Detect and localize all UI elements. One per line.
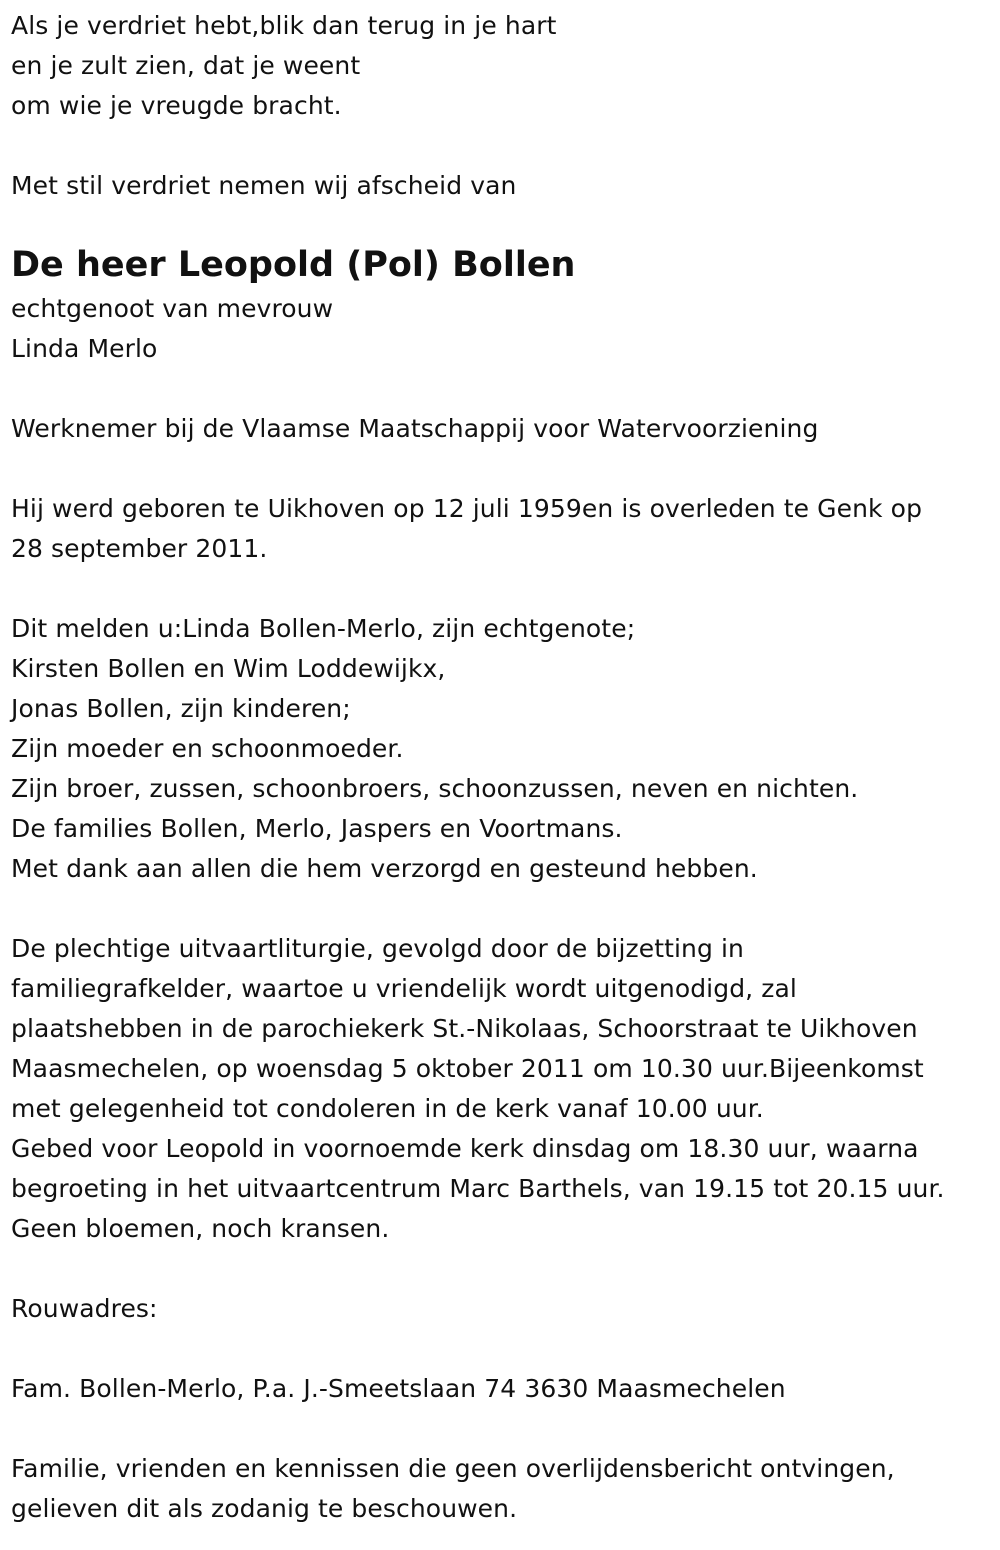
closing-line: gelieven dit als zodanig te beschouwen. bbox=[11, 1494, 518, 1523]
family-line: Zijn moeder en schoonmoeder. bbox=[11, 734, 404, 763]
funeral-line: familiegrafkelder, waartoe u vriendelijk wordt uitgenodigd, zal bbox=[11, 974, 797, 1003]
spouse-line: echtgenoot van mevrouw bbox=[11, 294, 334, 323]
funeral-line: De plechtige uitvaartliturgie, gevolgd door de bijzetting in bbox=[11, 934, 745, 963]
family-line: Jonas Bollen, zijn kinderen; bbox=[11, 694, 351, 723]
family-line: Kirsten Bollen en Wim Loddewijkx, bbox=[11, 654, 446, 683]
funeral-info bbox=[11, 929, 1000, 1249]
closing-note bbox=[11, 1449, 1000, 1529]
poem bbox=[11, 6, 1000, 126]
funeral-line: plaatshebben in de parochiekerk St.-Nikolaas, Schoorstraat te Uikhoven bbox=[11, 1014, 918, 1043]
funeral-line: Geen bloemen, noch kransen. bbox=[11, 1214, 390, 1243]
family-line: Met dank aan allen die hem verzorgd en gesteund hebben. bbox=[11, 854, 758, 883]
funeral-line: Gebed voor Leopold in voornoemde kerk dinsdag om 18.30 uur, waarna bbox=[11, 1134, 919, 1163]
spouse-line: Linda Merlo bbox=[11, 334, 158, 363]
family-list bbox=[11, 609, 1000, 889]
funeral-line: Maasmechelen, op woensdag 5 oktober 2011 om 10.30 uur.Bijeenkomst bbox=[11, 1054, 924, 1083]
family-line: Dit melden u:Linda Bollen-Merlo, zijn echtgenote; bbox=[11, 614, 636, 643]
closing-line: Familie, vrienden en kennissen die geen overlijdensbericht ontvingen, bbox=[11, 1454, 895, 1483]
birth-death-line: 28 september 2011. bbox=[11, 534, 268, 563]
family-line: Zijn broer, zussen, schoonbroers, schoonzussen, neven en nichten. bbox=[11, 774, 859, 803]
intro-text: Met stil verdriet nemen wij afscheid van bbox=[11, 171, 517, 200]
poem-line: Als je verdriet hebt,blik dan terug in je hart bbox=[11, 11, 557, 40]
address-label: Rouwadres: bbox=[11, 1294, 158, 1323]
funeral-line: begroeting in het uitvaartcentrum Marc Barthels, van 19.15 tot 20.15 uur. bbox=[11, 1174, 945, 1203]
birth-death-line: Hij werd geboren te Uikhoven op 12 juli 1959en is overleden te Genk op bbox=[11, 494, 923, 523]
occupation-text: Werknemer bij de Vlaamse Maatschappij voor Watervoorziening bbox=[11, 414, 819, 443]
funeral-line: met gelegenheid tot condoleren in de kerk vanaf 10.00 uur. bbox=[11, 1094, 764, 1123]
poem-line: om wie je vreugde bracht. bbox=[11, 91, 342, 120]
address-text: Fam. Bollen-Merlo, P.a. J.-Smeetslaan 74 3630 Maasmechelen bbox=[11, 1374, 786, 1403]
deceased-name: De heer Leopold (Pol) Bollen bbox=[11, 245, 576, 285]
birth-death-info bbox=[11, 489, 1000, 569]
spouse-info bbox=[11, 289, 1000, 369]
family-line: De families Bollen, Merlo, Jaspers en Voortmans. bbox=[11, 814, 623, 843]
poem-line: en je zult zien, dat je weent bbox=[11, 51, 361, 80]
